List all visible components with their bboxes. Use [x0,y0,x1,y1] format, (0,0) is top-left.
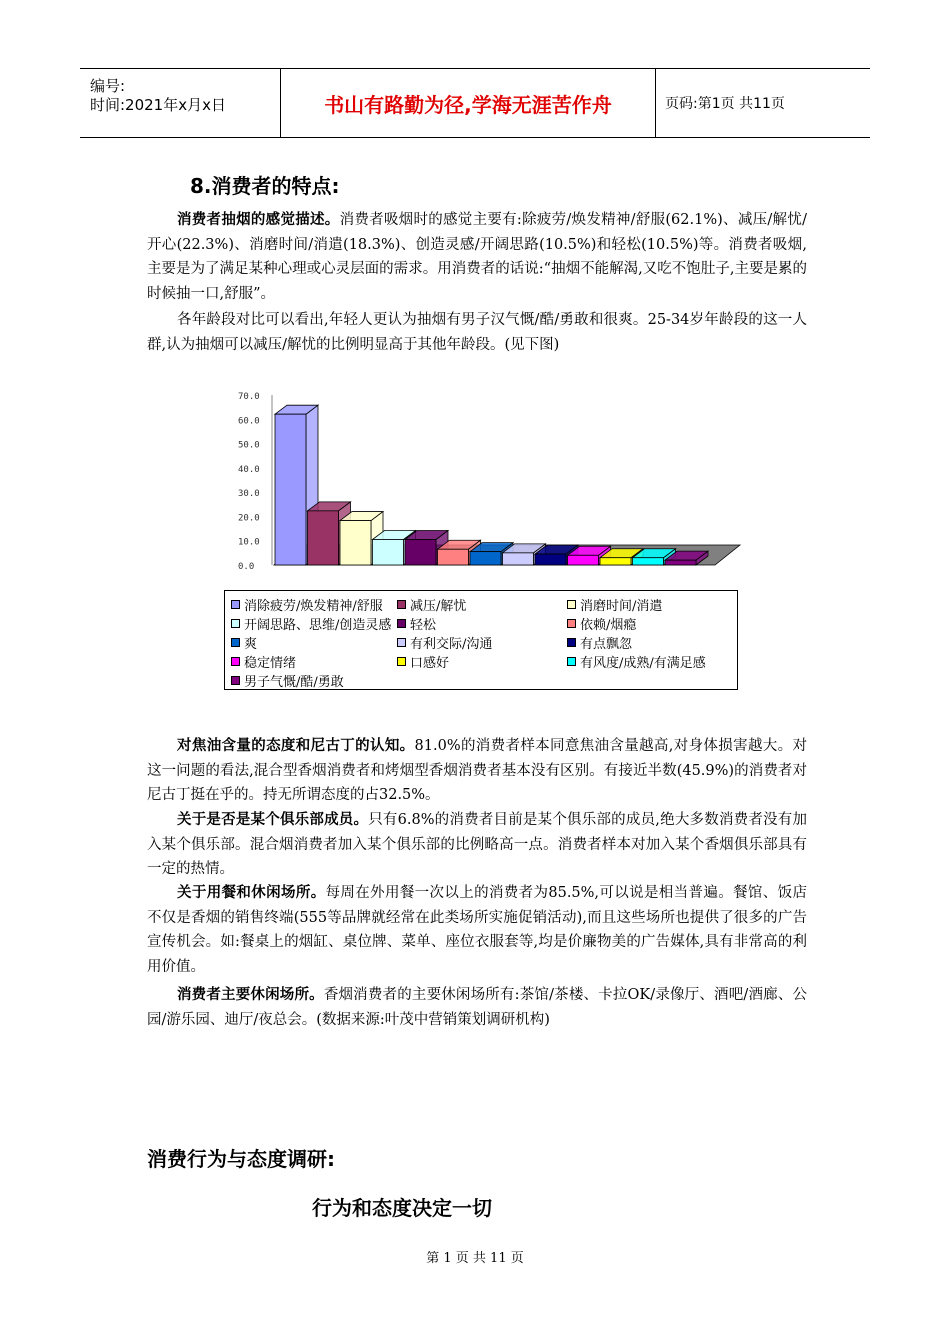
legend-label: 依赖/烟瘾 [580,618,637,633]
y-tick-label: 10.0 [238,537,260,548]
legend-item [397,614,436,633]
legend-label: 有风度/成熟/有满足感 [580,656,706,671]
legend-swatch [397,657,406,666]
y-tick-label: 30.0 [238,489,260,500]
legend-item [567,652,706,671]
paragraph-text: 每周在外用餐一次以上的消费者为85.5%,可以说是相当普遍。餐馆、饭店不仅是香烟的销售终端(555等品牌就经常在此类场所实施促销活动),而且这些场所也提供了很多的广告宣传机会。如:餐桌上的烟缸、桌位牌、菜单、座位衣服套等,均是价廉物美的广告媒体,具有非常高的利用价值。 [147,885,807,975]
legend-label: 消磨时间/消遣 [580,599,663,614]
header-motto: 书山有路勤为径,学海无涯苦作舟 [281,69,656,137]
legend-label: 口感好 [410,656,450,671]
legend-swatch [231,676,240,685]
legend-item [231,595,383,614]
y-tick-label: 20.0 [238,513,260,524]
legend-swatch [397,600,406,609]
paragraph-heading: 关于是否是某个俱乐部成员。 [177,812,369,828]
legend-swatch [397,638,406,647]
chart-canvas [210,385,750,585]
legend-label: 男子气慨/酷/勇敢 [244,675,344,690]
time-label: 时间:2021年x月x日 [90,96,226,114]
legend-item [397,595,466,614]
legend-label: 稳定情绪 [244,656,297,671]
paragraph-text: 81.0%的消费者样本同意焦油含量越高,对身体损害越大。对这一问题的看法,混合型香烟消费者和烤烟型香烟消费者基本没有区别。有接近半数(45.9%)的消费者对尼古丁挺在乎的。持无所谓态度的占32.5%。 [147,738,807,803]
legend-item [397,633,492,652]
y-tick-label: 40.0 [238,464,260,475]
legend-item [231,633,257,652]
number-label: 编号: [90,77,126,95]
page-indicator: 页码:第1页 共11页 [665,96,785,112]
legend-swatch [231,619,240,628]
legend-item [231,652,296,671]
paragraph-heading: 对焦油含量的态度和尼古丁的认知。 [177,738,415,754]
y-tick-label: 50.0 [238,440,260,451]
page-footer: 第 1 页 共 11 页 [426,1251,524,1266]
legend-item [397,652,449,671]
legend-label: 轻松 [410,618,437,633]
legend-item [567,633,632,652]
paragraph-dining-venues [147,881,807,979]
legend-item [567,614,636,633]
y-tick-label: 70.0 [238,392,260,402]
paragraph-tar-nicotine [147,734,807,808]
heading-behavior-attitude: 行为和态度决定一切 [312,1196,492,1220]
legend-swatch [567,600,576,609]
paragraph-text: 消费者吸烟时的感觉主要有:除疲劳/焕发精神/舒服(62.1%)、减压/解忧/开心(22.3%)、消磨时间/消遣(18.3%)、创造灵感/开阔思路(10.5%)和轻松(10.5%)等。消费者吸烟,主要是为了满足某种心理或心灵层面的需求。用消费者的话说:“抽烟不能解渴,又吃不饱肚子,主要是累的时候抽一口,舒服”。 [147,212,807,302]
page-header [80,68,870,138]
paragraph-heading: 消费者主要休闲场所。 [177,987,324,1003]
paragraph-age-comparison [147,308,807,357]
legend-swatch [567,619,576,628]
heading-consumer-behavior: 消费行为与态度调研: [147,1147,335,1171]
legend-label: 有利交际/沟通 [410,637,493,652]
legend-swatch [231,657,240,666]
y-tick-label: 60.0 [238,416,260,427]
paragraph-text: 只有6.8%的消费者目前是某个俱乐部的成员,绝大多数消费者没有加入某个俱乐部。混合烟消费者加入某个俱乐部的比例略高一点。消费者样本对加入某个香烟俱乐部具有一定的热情。 [147,812,808,877]
paragraph-smoking-feeling [147,208,807,306]
legend-label: 有点飘忽 [580,637,633,652]
paragraph-text: 各年龄段对比可以看出,年轻人更认为抽烟有男子汉气慨/酷/勇敢和很爽。25-34岁年龄段的这一人群,认为抽烟可以减压/解忧的比例明显高于其他年龄段。(见下图) [147,312,807,353]
paragraph-text: 香烟消费者的主要休闲场所有:茶馆/茶楼、卡拉OK/录像厅、酒吧/酒廊、公园/游乐园、迪厅/夜总会。(数据来源:叶茂中营销策划调研机构) [147,987,808,1028]
legend-label: 减压/解忧 [410,599,467,614]
paragraph-leisure-venues [147,983,807,1032]
paragraph-heading: 关于用餐和休闲场所。 [177,885,326,901]
legend-item [231,614,391,633]
legend-label: 消除疲劳/焕发精神/舒服 [244,599,383,614]
paragraph-heading: 消费者抽烟的感觉描述。 [177,212,340,228]
legend-swatch [567,657,576,666]
legend-label: 开阔思路、思维/创造灵感 [244,618,392,633]
legend-swatch [231,638,240,647]
legend-label: 爽 [244,637,258,652]
legend-item [231,671,344,690]
section-title: 8.消费者的特点: [190,174,340,198]
y-tick-label: 0.0 [238,562,255,572]
chart-legend [224,590,738,690]
legend-swatch [397,619,406,628]
legend-item [567,595,662,614]
paragraph-club-member [147,808,807,882]
legend-swatch [567,638,576,647]
header-meta-cell [80,69,281,137]
legend-swatch [231,600,240,609]
